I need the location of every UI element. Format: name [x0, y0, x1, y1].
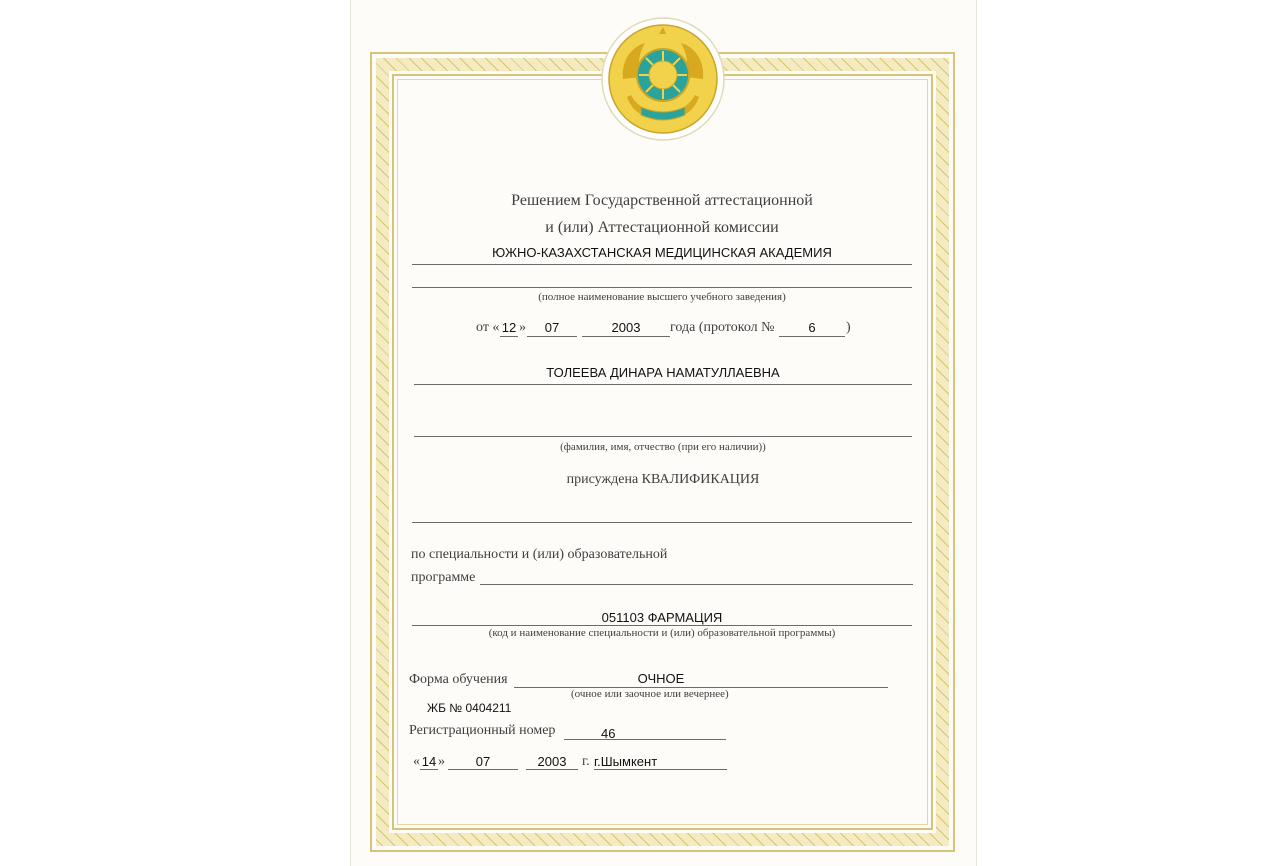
registration-line — [564, 739, 726, 740]
protocol-number-line — [779, 336, 845, 337]
issue-month-line — [448, 769, 518, 770]
institution-line-2 — [412, 287, 912, 288]
decision-quote-close: » — [519, 320, 526, 335]
decision-year-line — [582, 336, 670, 337]
decision-day: 12 — [501, 320, 517, 335]
study-form-caption: (очное или заочное или вечернее) — [571, 688, 729, 700]
decision-month-line — [527, 336, 577, 337]
person-line-2 — [414, 436, 912, 437]
person-line-1 — [414, 384, 912, 385]
decision-month: 07 — [544, 320, 560, 335]
decision-date-prefix: от « — [476, 320, 500, 335]
document-number: ЖБ № 0404211 — [427, 701, 512, 715]
institution-line-1 — [412, 264, 912, 265]
specialty-line-2 — [412, 625, 912, 626]
person-caption: (фамилия, имя, отчество (при его наличии)) — [560, 441, 766, 453]
issue-day-line — [420, 769, 438, 770]
specialty-line-1 — [480, 584, 913, 585]
specialty-label-line-1: по специальности и (или) образовательной — [411, 547, 668, 562]
qualification-label: присуждена КВАЛИФИКАЦИЯ — [566, 472, 760, 487]
header-line-2: и (или) Аттестационной комиссии — [545, 219, 779, 236]
kazakhstan-state-emblem-icon — [601, 17, 725, 141]
institution-name: ЮЖНО-КАЗАХСТАНСКАЯ МЕДИЦИНСКАЯ АКАДЕМИЯ — [492, 245, 832, 260]
issue-city-prefix: г. — [582, 754, 590, 769]
registration-number: 46 — [601, 726, 616, 741]
study-form-value: ОЧНОЕ — [637, 671, 685, 686]
issue-city-line — [594, 769, 727, 770]
decision-year: 2003 — [611, 320, 641, 335]
institution-caption: (полное наименование высшего учебного заведения) — [538, 291, 786, 303]
qualification-line — [412, 522, 912, 523]
decision-close: ) — [846, 320, 851, 335]
specialty-caption: (код и наименование специальности и (или) образовательной программы) — [488, 627, 836, 639]
issue-year-line — [526, 769, 578, 770]
study-form-label: Форма обучения — [409, 672, 508, 687]
issue-month: 07 — [475, 754, 491, 769]
issue-city: г.Шымкент — [594, 754, 658, 769]
decision-year-suffix: года (протокол № — [670, 320, 775, 335]
specialty-value: 051103 ФАРМАЦИЯ — [601, 610, 723, 625]
registration-label: Регистрационный номер — [409, 723, 556, 738]
specialty-label-line-2: программе — [411, 570, 476, 585]
protocol-number: 6 — [808, 320, 816, 335]
decision-day-line — [500, 336, 518, 337]
header-line-1: Решением Государственной аттестационной — [511, 192, 813, 209]
issue-quote-close: » — [438, 754, 445, 769]
issue-day: 14 — [421, 754, 437, 769]
issue-quote-open: « — [413, 754, 420, 769]
person-name: ТОЛЕЕВА ДИНАРА НАМАТУЛЛАЕВНА — [546, 365, 780, 380]
issue-year: 2003 — [537, 754, 567, 769]
